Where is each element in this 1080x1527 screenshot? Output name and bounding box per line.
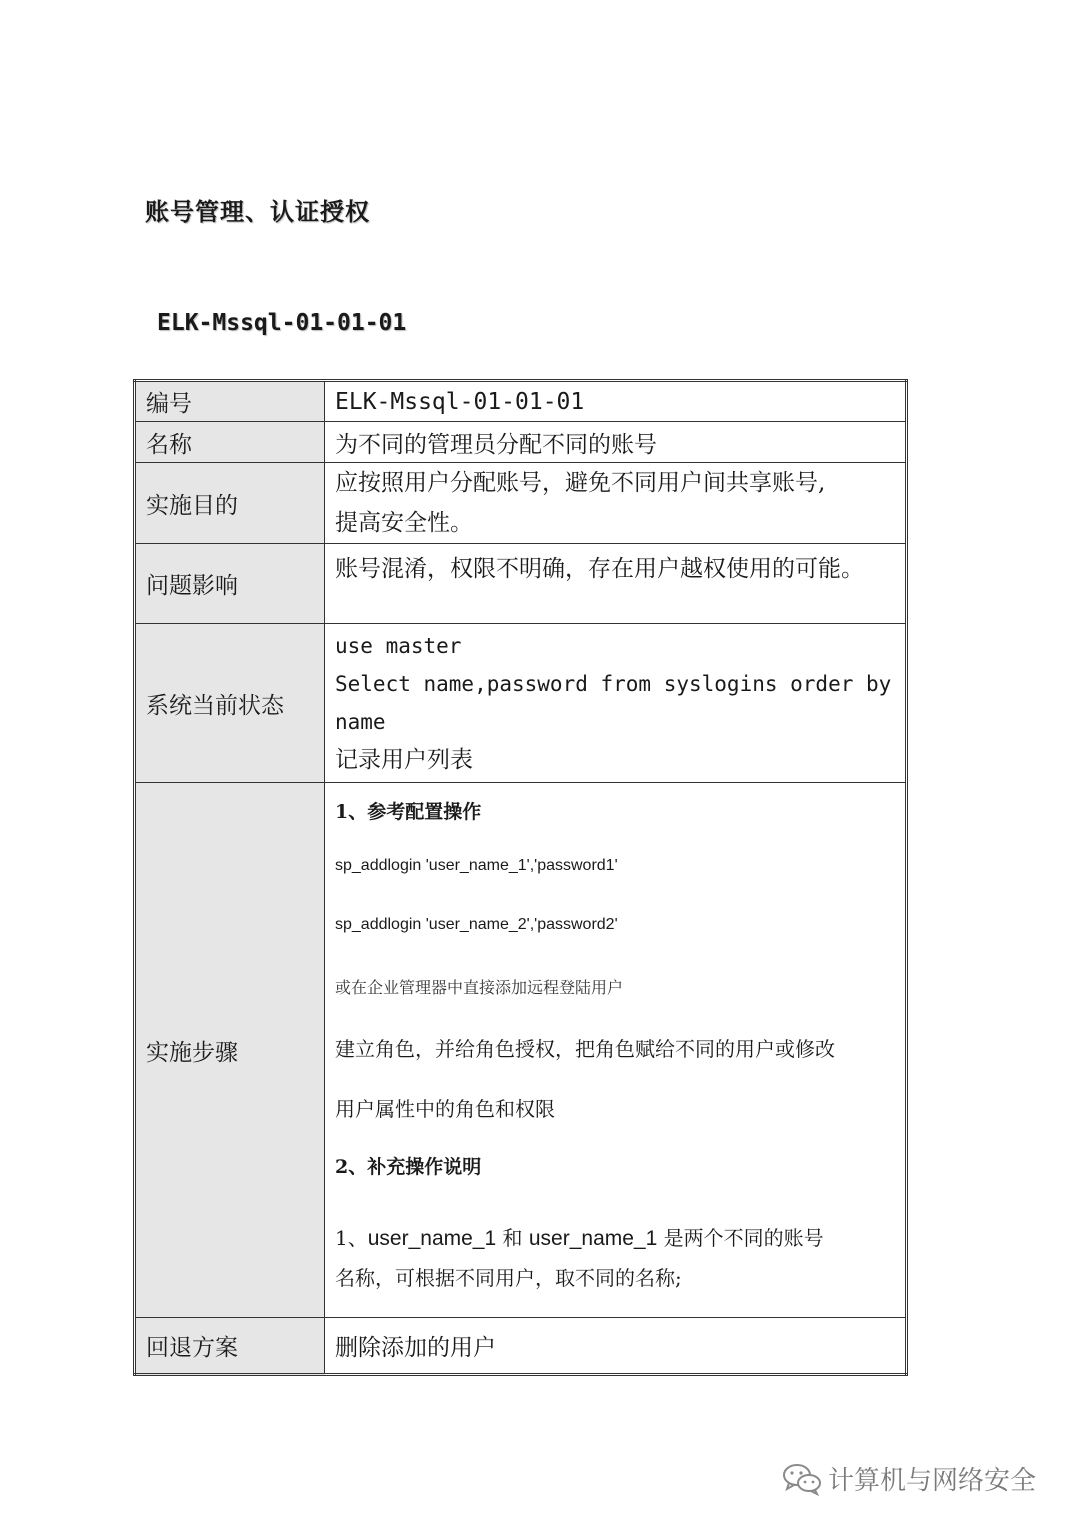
steps-note-prefix: 1、 (335, 1226, 368, 1250)
steps-note-and: 和 (496, 1226, 529, 1250)
watermark-text: 计算机与网络安全 (828, 1466, 1037, 1496)
steps-heading-2: 2、补充操作说明 (335, 1156, 482, 1178)
steps-heading-1: 1、参考配置操作 (335, 801, 482, 823)
steps-cmd-1: sp_addlogin 'user_name_1','password1' (335, 857, 618, 874)
row-id (135, 381, 907, 422)
status-line-3: name (335, 710, 386, 734)
purpose-value (325, 463, 907, 544)
steps-cmd-2: sp_addlogin 'user_name_2','password2' (335, 916, 618, 933)
steps-note-line-1 (335, 1222, 895, 1262)
status-value (325, 624, 907, 783)
purpose-line-2: 提高安全性。 (335, 510, 473, 536)
steps-note-line-2: 名称，可根据不同用户，取不同的名称; (335, 1266, 682, 1290)
row-status (135, 624, 907, 783)
steps-note-user-1: user_name_1 (367, 1227, 497, 1250)
row-purpose (135, 463, 907, 544)
impact-value: 账号混淆，权限不明确，存在用户越权使用的可能。 (325, 544, 907, 624)
name-label: 名称 (135, 422, 325, 463)
steps-note-user-2: user_name_1 (528, 1227, 658, 1250)
status-line-1: use master (335, 634, 462, 658)
steps-note-suffix: 是两个不同的账号 (657, 1226, 824, 1250)
steps-role-line-1: 建立角色，并给角色授权，把角色赋给不同的用户或修改 (335, 1037, 835, 1061)
record-code: ELK-Mssql-01-01-01 (157, 310, 407, 336)
status-label: 系统当前状态 (135, 624, 325, 783)
rollback-label: 回退方案 (135, 1318, 325, 1375)
id-value: ELK-Mssql-01-01-01 (325, 381, 907, 422)
row-name (135, 422, 907, 463)
row-rollback (135, 1318, 907, 1375)
row-impact (135, 544, 907, 624)
steps-alt: 或在企业管理器中直接添加远程登陆用户 (335, 978, 624, 997)
purpose-line-1: 应按照用户分配账号，避免不同用户间共享账号, (335, 470, 826, 496)
id-label: 编号 (135, 381, 325, 422)
watermark (782, 1460, 1036, 1497)
steps-role-line-2: 用户属性中的角色和权限 (335, 1097, 555, 1121)
row-steps (135, 783, 907, 1318)
rollback-value: 删除添加的用户 (325, 1318, 907, 1375)
wechat-icon (782, 1462, 822, 1496)
steps-value (325, 783, 907, 1318)
spec-table (133, 379, 908, 1376)
purpose-label: 实施目的 (135, 463, 325, 544)
section-title: 账号管理、认证授权 (145, 197, 370, 226)
status-line-2: Select name,password from syslogins order by (335, 672, 892, 696)
status-line-4: 记录用户列表 (335, 747, 473, 773)
steps-label: 实施步骤 (135, 783, 325, 1318)
impact-label: 问题影响 (135, 544, 325, 624)
name-value: 为不同的管理员分配不同的账号 (325, 422, 907, 463)
